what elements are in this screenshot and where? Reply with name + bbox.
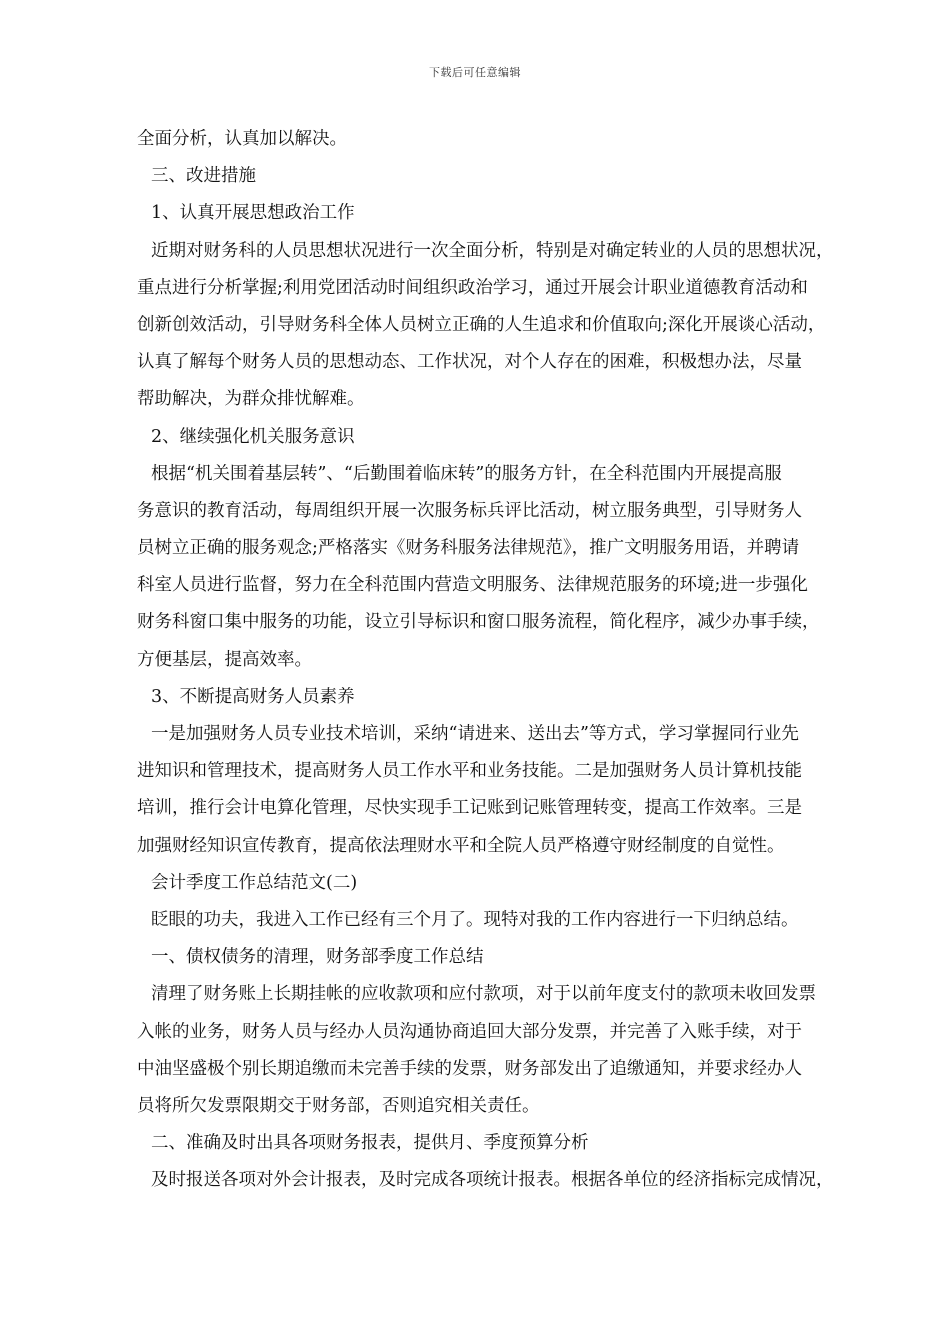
subsection-heading: 2、继续强化机关服务意识 (151, 426, 355, 447)
paragraph-line: 帮助解决，为群众排忧解难。 (137, 389, 365, 410)
paragraph-line: 方便基层，提高效率。 (137, 649, 312, 670)
paragraph-line: 清理了财务账上长期挂帐的应收款项和应付款项，对于以前年度支付的款项未收回发票 (151, 984, 816, 1005)
paragraph-line: 眨眼的功夫，我进入工作已经有三个月了。现特对我的工作内容进行一下归纳总结。 (151, 909, 799, 930)
paragraph-line: 及时报送各项对外会计报表，及时完成各项统计报表。根据各单位的经济指标完成情况， (151, 1170, 834, 1191)
paragraph-line: 创新创效活动，引导财务科全体人员树立正确的人生追求和价值取向;深化开展谈心活动， (137, 314, 826, 335)
subsection-heading: 3、不断提高财务人员素养 (151, 686, 355, 707)
paragraph-line: 重点进行分析掌握;利用党团活动时间组织政治学习，通过开展会计职业道德教育活动和 (137, 277, 808, 298)
paragraph-line: 根据“机关围着基层转”、“后勤围着临床转”的服务方针，在全科范围内开展提高服 (151, 463, 782, 484)
section-heading: 三、改进措施 (151, 166, 256, 187)
paragraph-line: 务意识的教育活动，每周组织开展一次服务标兵评比活动，树立服务典型，引导财务人 (137, 500, 802, 521)
section-heading: 一、债权债务的清理，财务部季度工作总结 (151, 947, 484, 968)
paragraph-line: 中油坚盛极个别长期追缴而未完善手续的发票，财务部发出了追缴通知，并要求经办人 (137, 1058, 802, 1079)
subsection-heading: 1、认真开展思想政治工作 (151, 203, 355, 224)
paragraph-line: 入帐的业务，财务人员与经办人员沟通协商追回大部分发票，并完善了入账手续，对于 (137, 1021, 802, 1042)
page-header: 下载后可任意编辑 (429, 66, 521, 79)
paragraph-line: 近期对财务科的人员思想状况进行一次全面分析，特别是对确定转业的人员的思想状况， (151, 240, 834, 261)
paragraph-line: 员树立正确的服务观念;严格落实《财务科服务法律规范》，推广文明服务用语，并聘请 (137, 538, 800, 559)
paragraph-line: 全面分析，认真加以解决。 (137, 129, 347, 149)
paragraph-line: 科室人员进行监督，努力在全科范围内营造文明服务、法律规范服务的环境;进一步强化 (137, 575, 808, 596)
paragraph-line: 加强财经知识宣传教育，提高依法理财水平和全院人员严格遵守财经制度的自觉性。 (137, 835, 785, 856)
paragraph-line: 认真了解每个财务人员的思想动态、工作状况，对个人存在的困难，积极想办法，尽量 (137, 352, 802, 373)
paragraph-line: 财务科窗口集中服务的功能，设立引导标识和窗口服务流程，简化程序，减少办事手续， (137, 612, 820, 633)
paragraph-line: 进知识和管理技术，提高财务人员工作水平和业务技能。二是加强财务人员计算机技能 (137, 761, 802, 782)
paragraph-line: 一是加强财务人员专业技术培训，采纳“请进来、送出去”等方式，学习掌握同行业先 (151, 724, 799, 744)
document-title: 会计季度工作总结范文(二) (151, 872, 358, 893)
paragraph-line: 员将所欠发票限期交于财务部，否则追究相关责任。 (137, 1095, 540, 1116)
section-heading: 二、准确及时出具各项财务报表，提供月、季度预算分析 (151, 1133, 589, 1154)
document-body (137, 121, 895, 1199)
paragraph-line: 培训，推行会计电算化管理，尽快实现手工记账到记账管理转变，提高工作效率。三是 (137, 798, 802, 819)
